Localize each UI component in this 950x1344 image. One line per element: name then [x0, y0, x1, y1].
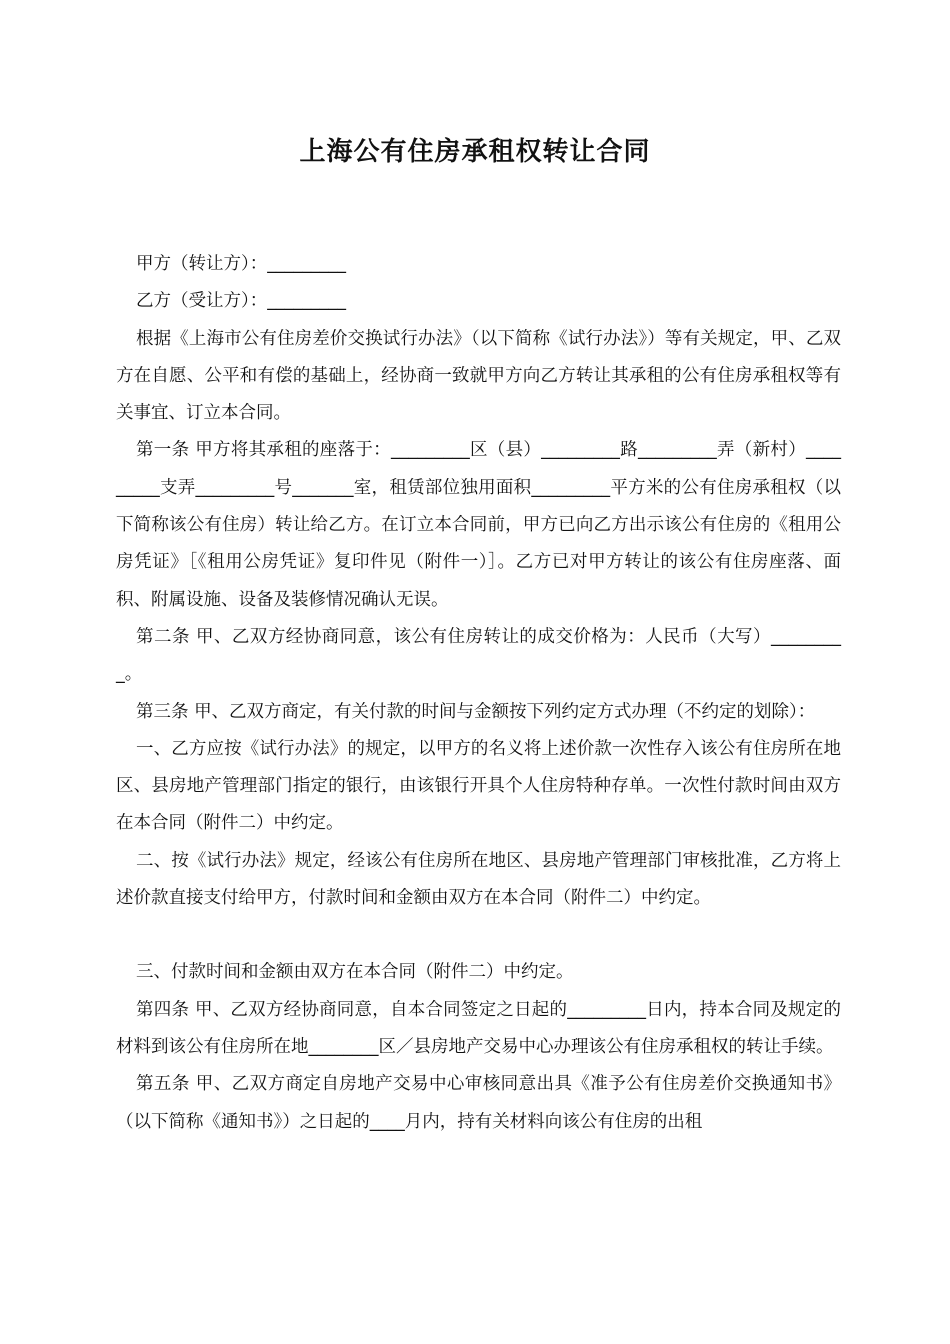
preamble-paragraph: 根据《上海市公有住房差价交换试行办法》（以下简称《试行办法》）等有关规定，甲、乙双方在自愿、公平和有偿的基础上，经协商一致就甲方向乙方转让其承租的公有住房承租权等有关事宜、订立本合同。	[116, 328, 841, 424]
article-3-paragraph: 第三条 甲、乙双方商定，有关付款的时间与金额按下列约定方式办理（不约定的划除）：	[136, 701, 816, 722]
article-3-item-3: 三、付款时间和金额由双方在本合同（附件二）中约定。	[136, 962, 574, 983]
article-5-paragraph: 第五条 甲、乙双方商定自房地产交易中心审核同意出具《准予公有住房差价交换通知书》（以下简称《通知书》）之日起的____月内，持有关材料向该公有住房的出租	[116, 1074, 841, 1132]
article-1-paragraph: 第一条 甲方将其承租的座落于：_________区（县）_________路_________弄（新村）_________支弄_________号_______室，租赁部位独用面积_________平方米的公有住房承租权（以下简称该公有住房）转让给乙方。在订立本合同前，甲方已向乙方出示该公有住房的《租用公房凭证》［《租用公房凭证》复印件见（附件一）］。乙方已对甲方转让的该公有住房座落、面积、附属设施、设备及装修情况确认无误。	[116, 440, 841, 610]
party-b-line: 乙方（受让方）：_________	[136, 291, 346, 312]
article-3-item-2: 二、按《试行办法》规定，经该公有住房所在地区、县房地产管理部门审核批准，乙方将上述价款直接支付给甲方，付款时间和金额由双方在本合同（附件二）中约定。	[116, 850, 841, 909]
document-title: 上海公有住房承租权转让合同	[299, 137, 651, 167]
article-3-item-1: 一、乙方应按《试行办法》的规定，以甲方的名义将上述价款一次性存入该公有住房所在地区、县房地产管理部门指定的银行，由该银行开具个人住房特种存单。一次性付款时间由双方在本合同（附件二）中约定。	[116, 738, 841, 834]
party-a-line: 甲方（转让方）：_________	[136, 254, 346, 274]
document-body	[116, 246, 841, 1141]
article-4-paragraph: 第四条 甲、乙双方经协商同意，自本合同签定之日起的_________日内，持本合同及规定的材料到该公有住房所在地________区／县房地产交易中心办理该公有住房承租权的转让手续。	[116, 999, 841, 1057]
article-2-paragraph: 第二条 甲、乙双方经协商同意，该公有住房转让的成交价格为：人民币（大写）_________。	[116, 626, 841, 685]
